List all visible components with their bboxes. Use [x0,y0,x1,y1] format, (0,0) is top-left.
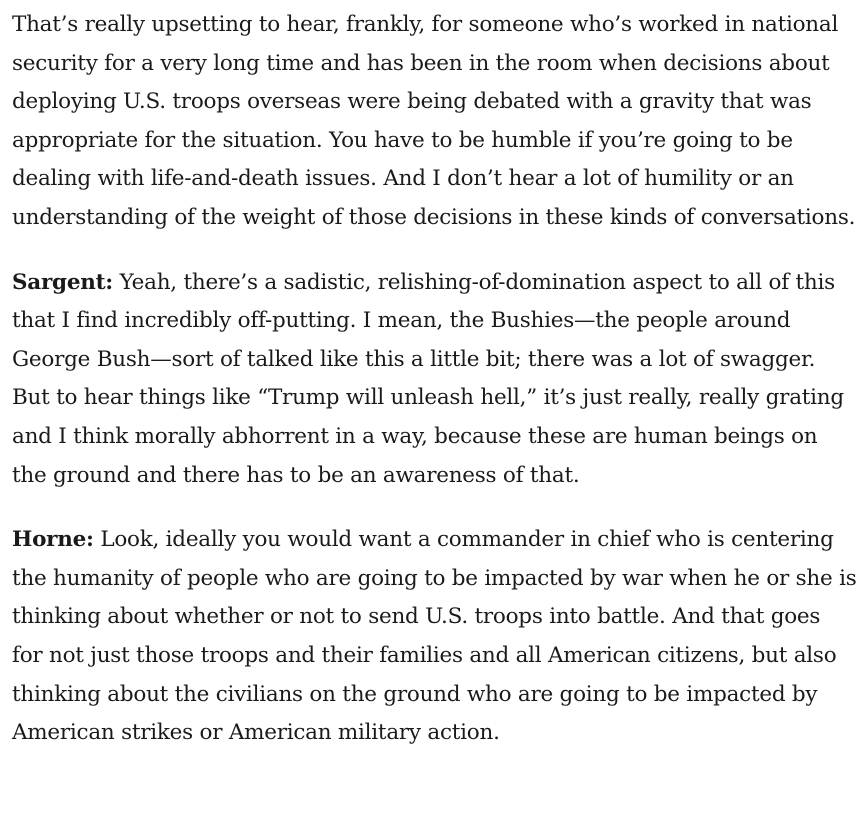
speaker-name-sargent: Sargent: [12,269,113,295]
paragraph-3 [12,521,857,753]
speaker-name-horne: Horne: [12,527,94,553]
paragraph-1 [12,6,857,238]
paragraph-2 [12,264,857,496]
paragraph-text: That’s really upsetting to hear, frankly, for someone who’s worked in national security for a very long time and has been in the room when decisions about deploying U.S. troops overseas were being debated with a gravity that was appropriate for the situation. You have to be humble if you’re going to be dealing with life-and-death issues. And I don’t hear a lot of humility or an understanding of the weight of those decisions in these kinds of conversations. [12,12,856,230]
paragraph-text: Yeah, there’s a sadistic, relishing-of-domination aspect to all of this that I find incredibly off-putting. I mean, the Bushies—the people around George Bush—sort of talked like this a little bit; there was a lot of swagger. But to hear things like “Trump will unleash hell,” it’s just really, really grating and I think morally abhorrent in a way, because these are human beings on the ground and there has to be an awareness of that. [12,269,844,488]
paragraph-text: Look, ideally you would want a commander in chief who is centering the humanity of people who are going to be impacted by war when he or she is thinking about whether or not to send U.S. troops into battle. And that goes for not just those troops and their families and all American citizens, but also thinking about the civilians on the ground who are going to be impacted by American strikes or American military action. [12,527,857,746]
